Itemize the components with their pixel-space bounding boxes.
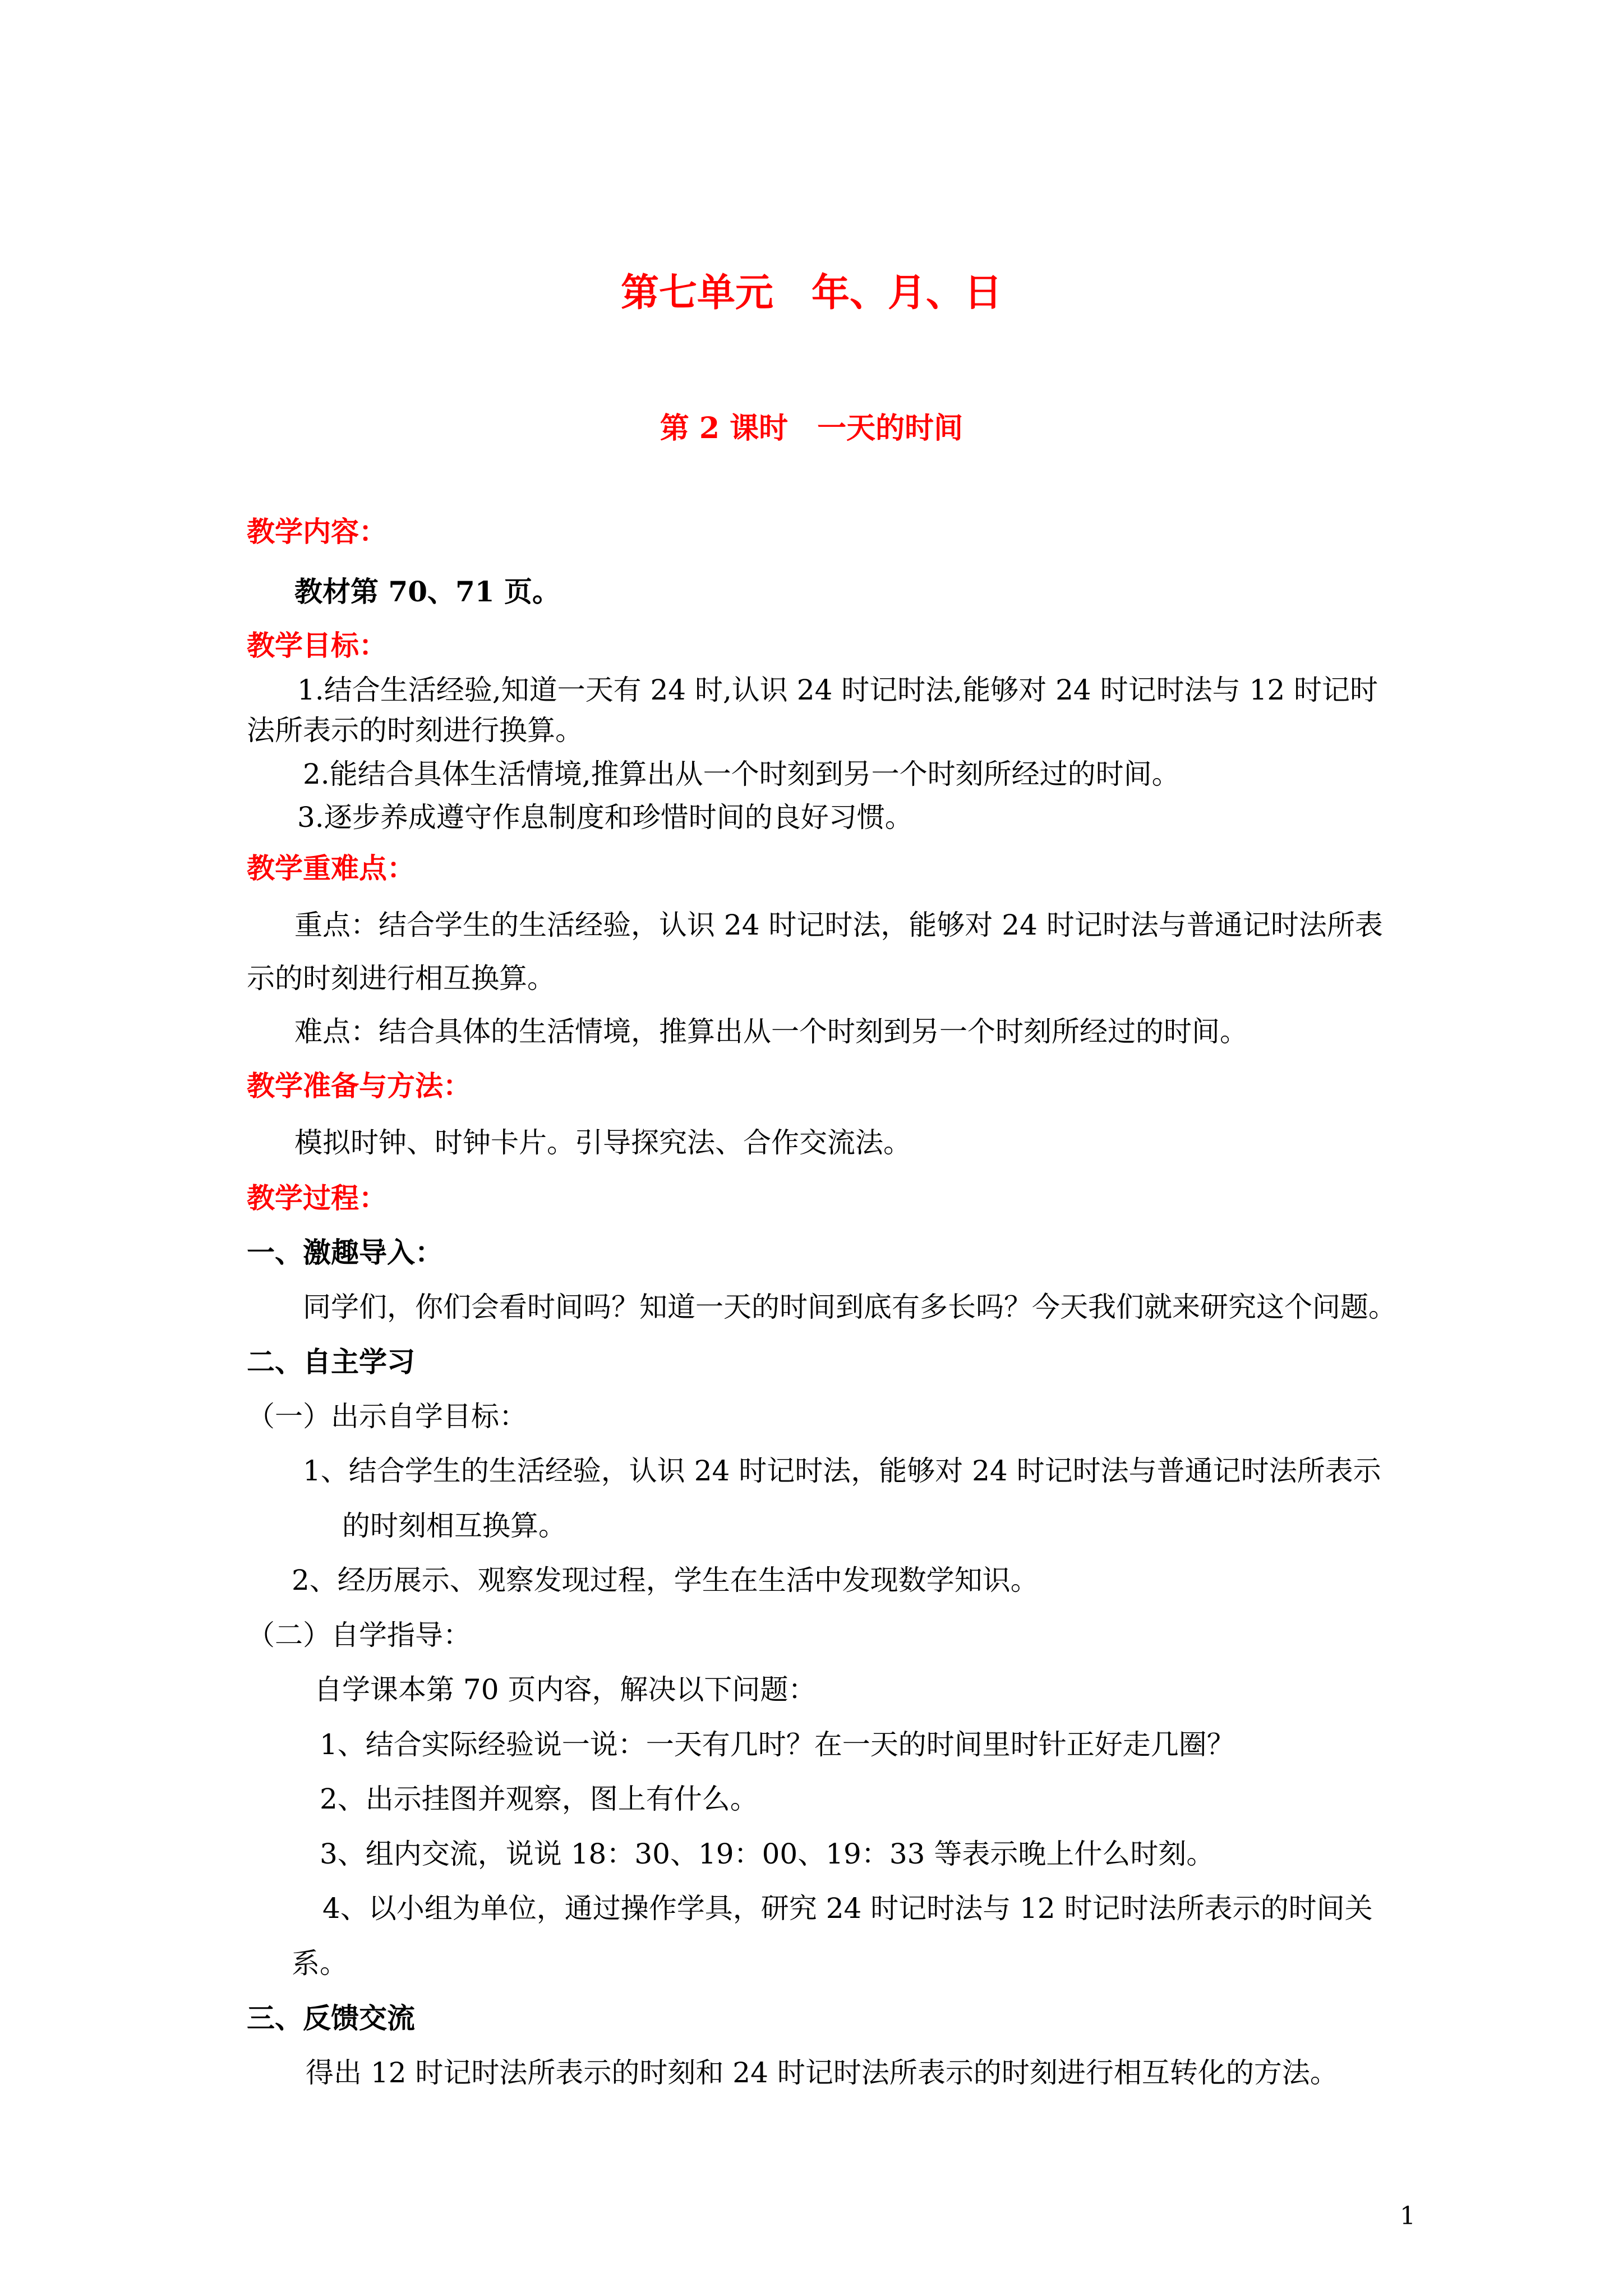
step-2-goal-1-line-1: 1、结合学生的生活经验，认识 24 时记时法，能够对 24 时记时法与普通记时法所表示: [303, 1455, 1381, 1487]
step-3-text: 得出 12 时记时法所表示的时刻和 24 时记时法所表示的时刻进行相互转化的方法。: [306, 2056, 1338, 2089]
unit-title: 第七单元 年、月、日: [620, 270, 1002, 315]
goals-heading: 教学目标：: [247, 629, 387, 662]
step-2-question-2: 2、出示挂图并观察，图上有什么。: [320, 1783, 758, 1815]
step-2-guide-intro: 自学课本第 70 页内容，解决以下问题：: [314, 1673, 817, 1706]
goal-1-line-1: 1.结合生活经验,知道一天有 24 时,认识 24 时记时法,能够对 24 时记时法与 12 时记时: [297, 674, 1378, 706]
step-2-sub-2: （二）自学指导：: [247, 1619, 471, 1651]
lesson-subtitle: 第 2 课时 一天的时间: [660, 411, 963, 445]
key-point-line-1: 重点：结合学生的生活经验，认识 24 时记时法，能够对 24 时记时法与普通记时法所表: [294, 909, 1383, 941]
key-point-line-2: 示的时刻进行相互换算。: [247, 962, 555, 995]
key-heading: 教学重难点：: [247, 852, 415, 885]
goal-1-line-2: 法所表示的时刻进行换算。: [247, 714, 583, 747]
step-2-sub-1: （一）出示自学目标：: [247, 1400, 527, 1433]
step-2-question-4-line-2: 系。: [292, 1947, 348, 1980]
step-2-goal-1-line-2: 的时刻相互换算。: [342, 1510, 566, 1542]
goal-2: 2.能结合具体生活情境,推算出从一个时刻到另一个时刻所经过的时间。: [303, 758, 1180, 790]
step-1-text: 同学们，你们会看时间吗？知道一天的时间到底有多长吗？今天我们就来研究这个问题。: [303, 1291, 1396, 1323]
process-heading: 教学过程：: [247, 1181, 387, 1214]
step-3-heading: 三、反馈交流: [247, 2001, 415, 2035]
step-2-goal-2: 2、经历展示、观察发现过程，学生在生活中发现数学知识。: [292, 1564, 1039, 1596]
page-number: 1: [1400, 2202, 1415, 2230]
step-2-question-3: 3、组内交流，说说 18：30、19：00、19：33 等表示晚上什么时刻。: [320, 1838, 1215, 1870]
prep-heading: 教学准备与方法：: [247, 1069, 471, 1102]
step-2-question-1: 1、结合实际经验说一说：一天有几时？在一天的时间里时针正好走几圈？: [320, 1728, 1235, 1761]
prep-text: 模拟时钟、时钟卡片。引导探究法、合作交流法。: [294, 1126, 911, 1159]
goal-3: 3.逐步养成遵守作息制度和珍惜时间的良好习惯。: [297, 801, 913, 834]
content-heading: 教学内容：: [247, 515, 387, 548]
content-text: 教材第 70、71 页。: [294, 575, 560, 608]
step-1-heading: 一、激趣导入：: [247, 1236, 443, 1269]
step-2-heading: 二、自主学习: [247, 1345, 415, 1378]
difficult-point: 难点：结合具体的生活情境，推算出从一个时刻到另一个时刻所经过的时间。: [294, 1015, 1248, 1048]
step-2-question-4-line-1: 4、以小组为单位，通过操作学具，研究 24 时记时法与 12 时记时法所表示的时间关: [322, 1892, 1373, 1925]
